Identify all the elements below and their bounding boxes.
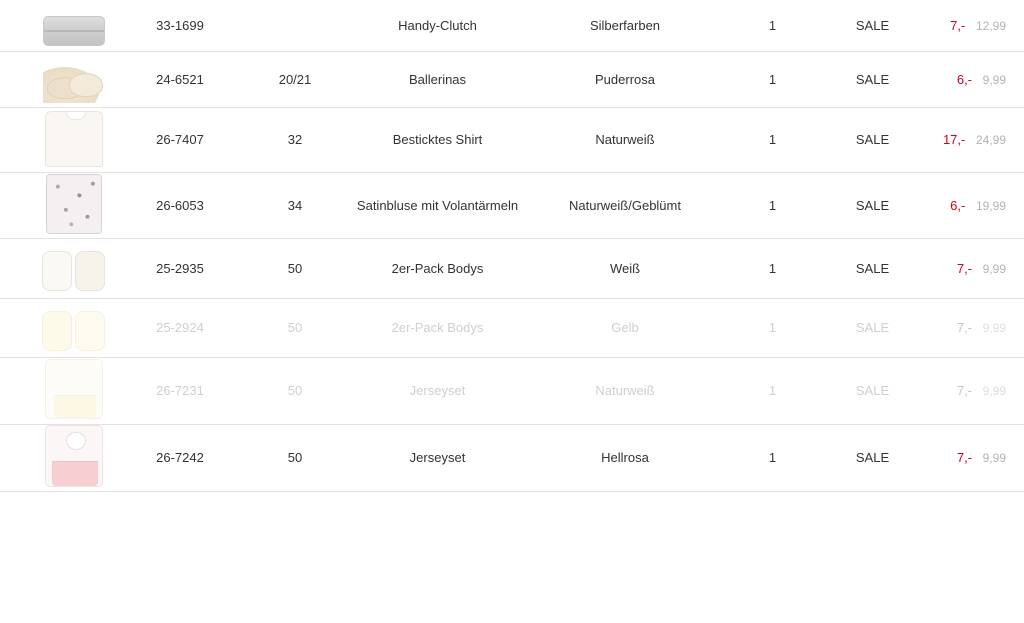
price-original: 24,99: [975, 133, 1006, 148]
product-quantity: 1: [768, 197, 777, 213]
table-row[interactable]: [0, 172, 1024, 239]
price-current: 7,-: [956, 320, 973, 336]
table-row[interactable]: [0, 424, 1024, 492]
product-color: Weiß: [609, 260, 641, 276]
article-number: 26-6053: [156, 197, 204, 213]
product-name: Besticktes Shirt: [392, 132, 483, 148]
price-cell: [925, 51, 1024, 108]
price-cell: [925, 239, 1024, 299]
product-name: Jerseyset: [409, 383, 466, 399]
sale-badge: SALE: [855, 197, 890, 213]
product-image-cell[interactable]: [0, 424, 120, 492]
table-row[interactable]: [0, 298, 1024, 358]
price-current: 17,-: [942, 132, 966, 148]
product-color: Naturweiß: [595, 383, 655, 399]
sale-badge: SALE: [855, 320, 890, 336]
bodysuit-pack-thumbnail: [42, 247, 106, 293]
product-color: Puderrosa: [595, 71, 655, 87]
price-cell: [925, 172, 1024, 239]
product-image-cell[interactable]: [0, 358, 120, 425]
product-quantity: 1: [768, 132, 777, 148]
product-quantity: 1: [768, 450, 777, 466]
product-size: 50: [287, 260, 303, 276]
sale-badge: SALE: [855, 260, 890, 276]
product-quantity: 1: [768, 260, 777, 276]
product-image-cell[interactable]: [0, 0, 120, 51]
ballerina-shoes-thumbnail: [43, 63, 105, 103]
sale-badge: SALE: [855, 71, 890, 87]
product-image-cell[interactable]: [0, 108, 120, 173]
table-row[interactable]: [0, 239, 1024, 299]
product-quantity: 1: [768, 71, 777, 87]
product-color: Naturweiß: [595, 132, 655, 148]
price-current: 7,-: [956, 383, 973, 399]
price-original: 12,99: [975, 18, 1006, 33]
price-cell: [925, 424, 1024, 492]
article-number: 26-7231: [156, 383, 204, 399]
product-size: 20/21: [278, 71, 312, 87]
price-current: 7,-: [956, 260, 973, 276]
product-name: Handy-Clutch: [398, 17, 477, 33]
product-name: 2er-Pack Bodys: [391, 260, 484, 276]
price-cell: [925, 108, 1024, 173]
product-size: [240, 0, 350, 51]
price-original: 9,99: [982, 72, 1006, 87]
price-current: 7,-: [950, 17, 966, 33]
clutch-thumbnail: [43, 16, 105, 46]
product-quantity: 1: [768, 383, 777, 399]
sale-badge: SALE: [855, 132, 890, 148]
article-number: 25-2935: [156, 260, 204, 276]
price-original: 9,99: [982, 451, 1006, 466]
product-color: Gelb: [611, 320, 639, 336]
product-image-cell[interactable]: [0, 239, 120, 299]
embroidered-shirt-thumbnail: [45, 111, 103, 167]
product-size: 34: [287, 197, 303, 213]
price-cell: [925, 298, 1024, 358]
product-image-cell[interactable]: [0, 298, 120, 358]
table-row[interactable]: [0, 0, 1024, 51]
sale-badge: SALE: [855, 17, 890, 33]
table-row[interactable]: [0, 51, 1024, 108]
price-current: 6,-: [956, 71, 973, 87]
product-name: Ballerinas: [408, 71, 467, 87]
article-number: 26-7407: [156, 132, 204, 148]
product-image-cell[interactable]: [0, 172, 120, 239]
product-size: 50: [287, 320, 303, 336]
article-number: 26-7242: [156, 450, 204, 466]
product-color: Silberfarben: [589, 17, 661, 33]
product-size: 32: [287, 132, 303, 148]
price-original: 19,99: [975, 198, 1006, 213]
product-size: 50: [287, 383, 303, 399]
product-quantity: 1: [768, 17, 777, 33]
price-original: 9,99: [982, 261, 1006, 276]
article-number: 24-6521: [156, 71, 204, 87]
price-cell: [925, 358, 1024, 425]
product-color: Naturweiß/Geblümt: [569, 197, 681, 213]
bodysuit-pack-yellow-thumbnail: [42, 307, 106, 353]
sale-badge: SALE: [855, 383, 890, 399]
article-number: 33-1699: [156, 17, 204, 33]
table-row[interactable]: [0, 358, 1024, 425]
product-name: Jerseyset: [409, 450, 466, 466]
jersey-set-rose-thumbnail: [45, 425, 103, 487]
product-name: Satinbluse mit Volantärmeln: [356, 197, 519, 213]
price-original: 9,99: [982, 321, 1006, 336]
price-current: 7,-: [956, 450, 973, 466]
product-size: 50: [287, 450, 303, 466]
sale-badge: SALE: [855, 450, 890, 466]
product-quantity: 1: [768, 320, 777, 336]
satin-blouse-thumbnail: [46, 174, 102, 234]
jersey-set-thumbnail: [45, 359, 103, 419]
price-original: 9,99: [982, 384, 1006, 399]
product-image-cell[interactable]: [0, 51, 120, 108]
table-row[interactable]: [0, 108, 1024, 173]
product-color: Hellrosa: [601, 450, 649, 466]
article-number: 25-2924: [156, 320, 204, 336]
price-cell: [925, 0, 1024, 51]
price-current: 6,-: [950, 197, 966, 213]
product-name: 2er-Pack Bodys: [391, 320, 484, 336]
